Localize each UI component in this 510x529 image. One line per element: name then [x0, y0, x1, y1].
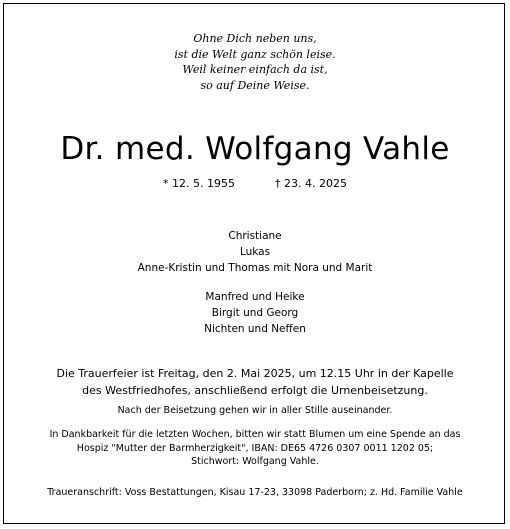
- life-dates: [0, 176, 510, 192]
- deceased-name: Dr. med. Wolfgang Vahle: [60, 131, 450, 167]
- poem-line: ist die Welt ganz schön leise.: [174, 47, 336, 61]
- donation-line: Hospiz "Mutter der Barmherzigkeit", IBAN: DE65 4726 0307 0011 1202 05;: [76, 442, 434, 454]
- ceremony-details: [0, 366, 510, 399]
- mourner-line: Lukas: [239, 246, 271, 258]
- mourner-line: Christiane: [228, 230, 282, 242]
- mourning-address: Traueranschrift: Voss Bestattungen, Kisau 17-23, 33098 Paderborn; z. Hd. Familie Vahle: [47, 487, 463, 498]
- donation-line: Stichwort: Wolfgang Vahle.: [191, 456, 319, 467]
- mourner-line: Nichten und Neffen: [204, 323, 306, 335]
- mourner-line: Manfred und Heike: [205, 291, 305, 303]
- donation-request: [0, 428, 510, 469]
- birth-date: * 12. 5. 1955: [163, 177, 235, 190]
- poem-line: Ohne Dich neben uns,: [193, 32, 317, 45]
- silence-note: Nach der Beisetzung gehen wir in aller Stille auseinander.: [117, 405, 393, 416]
- donation-line: In Dankbarkeit für die letzten Wochen, bitten wir statt Blumen um eine Spende an das: [49, 429, 461, 440]
- ceremony-line: Die Trauerfeier ist Freitag, den 2. Mai 2025, um 12.15 Uhr in der Kapelle: [56, 367, 454, 380]
- death-date: † 23. 4. 2025: [275, 177, 347, 190]
- family-group-extended: [0, 289, 510, 337]
- family-group-immediate: [0, 228, 510, 276]
- poem: [0, 31, 510, 93]
- poem-line: Weil keiner einfach da ist,: [182, 63, 328, 76]
- mourner-line: Birgit und Georg: [211, 307, 299, 319]
- mourner-line: Anne-Kristin und Thomas mit Nora und Marit: [137, 262, 373, 274]
- poem-line: so auf Deine Weise.: [200, 78, 310, 92]
- ceremony-line: des Westfriedhofes, anschließend erfolgt die Urnenbeisetzung.: [82, 383, 428, 397]
